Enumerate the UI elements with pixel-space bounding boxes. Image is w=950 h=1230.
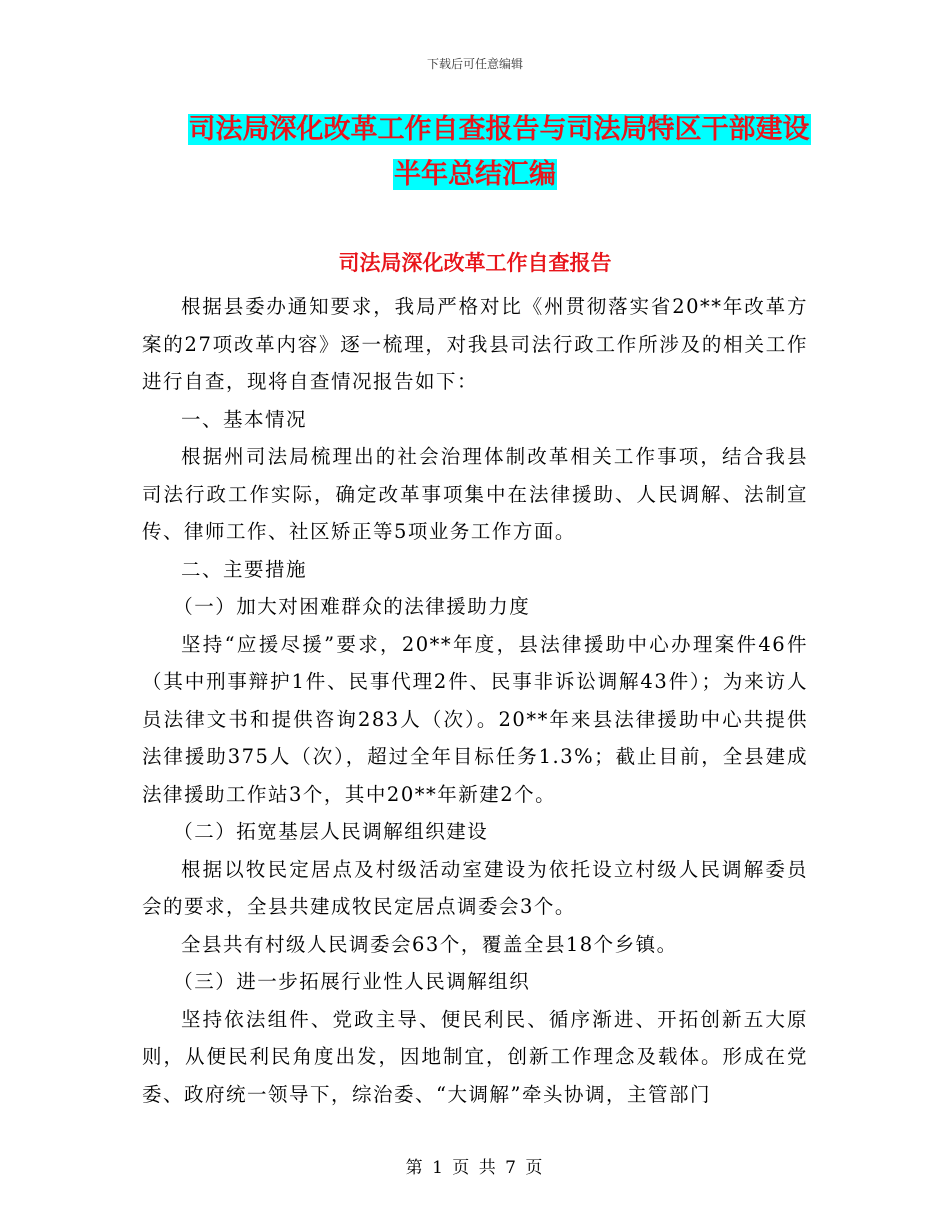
document-title-line-1	[24, 111, 950, 149]
paragraph-village-committees: 全县共有村级人民调委会63个，覆盖全县18个乡镇。	[181, 932, 678, 956]
subheading-legal-aid: （一）加大对困难群众的法律援助力度	[173, 595, 531, 618]
paragraph-industry-mediation: 坚持依法组件、党政主导、便民利民、循序渐进、开拓创新五大原则，从便民利民角度出发，因地制宜，创新工作理念及载体。形成在党委、政府统一领导下，综治委、“大调解”牵头协调，主管部门	[142, 1007, 808, 1106]
paragraph-mediation-organizations: 根据以牧民定居点及村级活动室建设为依托设立村级人民调解委员会的要求，全县共建成牧民定居点调委会3个。	[142, 857, 808, 918]
header-note: 下载后可任意编辑	[426, 57, 523, 71]
paragraph-legal-aid: 坚持“应援尽援”要求，20**年度，县法律援助中心办理案件46件（其中刑事辩护1件、民事代理2件、民事非诉讼调解43件）；为来访人员法律文书和提供咨询283人（次）。20**年来县法律援助中心共提供法律援助375人（次），超过全年目标任务1.3%；截止目前，全县建成法律援助工作站3个，其中20**年新建2个。	[142, 632, 808, 806]
heading-basic-situation: 一、基本情况	[181, 407, 308, 431]
subheading-mediation-organizations: （二）拓宽基层人民调解组织建设	[173, 820, 489, 843]
subheading-industry-mediation: （三）进一步拓展行业性人民调解组织	[173, 970, 531, 993]
document-title-line-1-text: 司法局深化改革工作自查报告与司法局特区干部建设	[188, 114, 810, 145]
document-title-line-2-text: 半年总结汇编	[394, 159, 556, 190]
document-body	[142, 288, 808, 1113]
section-title: 司法局深化改革工作自查报告	[338, 251, 612, 275]
paragraph-basic-situation: 根据州司法局梳理出的社会治理体制改革相关工作事项，结合我县司法行政工作实际，确定改革事项集中在法律援助、人民调解、法制宣传、律师工作、社区矫正等5项业务工作方面。	[142, 445, 808, 543]
page-footer: 第 1 页 共 7 页	[405, 1158, 545, 1178]
heading-main-measures: 二、主要措施	[181, 557, 308, 581]
document-title-line-2	[0, 156, 950, 194]
paragraph-intro: 根据县委办通知要求，我局严格对比《州贯彻落实省20**年改革方案的27项改革内容》逐一梳理，对我县司法行政工作所涉及的相关工作进行自查，现将自查情况报告如下：	[142, 295, 808, 393]
